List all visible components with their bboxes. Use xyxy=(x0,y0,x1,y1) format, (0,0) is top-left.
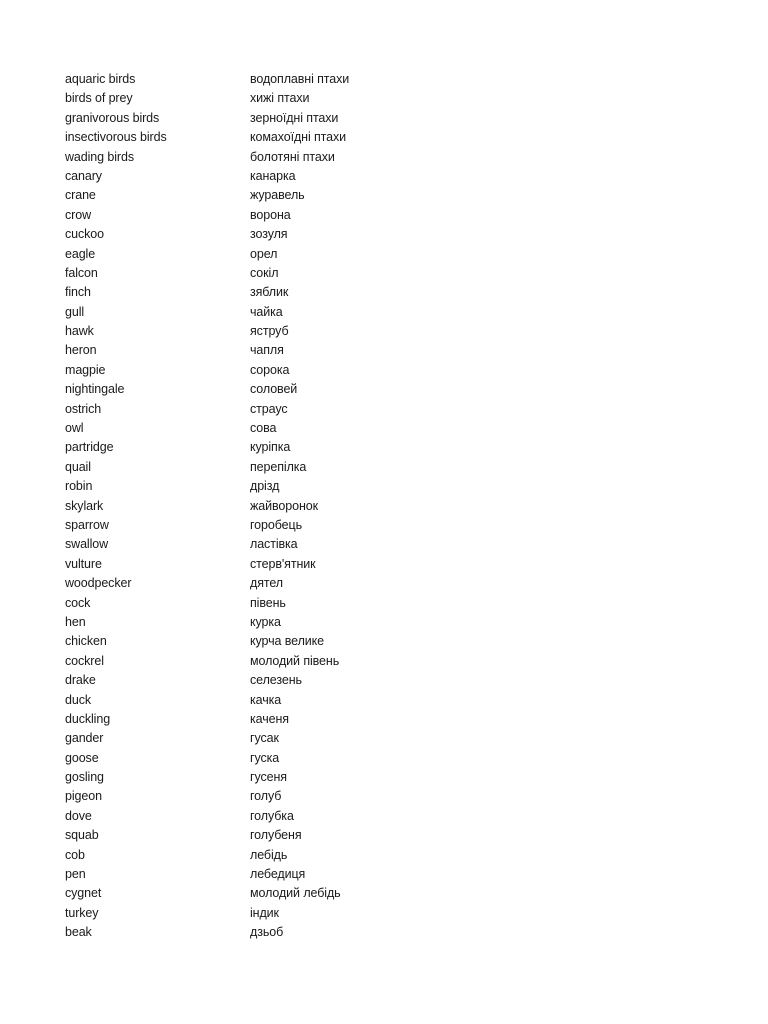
vocabulary-row xyxy=(65,128,685,147)
vocabulary-row xyxy=(65,846,685,865)
ukrainian-translation: ластівка xyxy=(250,537,298,552)
english-term: hawk xyxy=(65,324,94,339)
english-term: heron xyxy=(65,343,97,358)
english-term: partridge xyxy=(65,440,114,455)
ukrainian-translation: болотяні птахи xyxy=(250,149,335,164)
english-term: turkey xyxy=(65,905,99,920)
ukrainian-translation: дрізд xyxy=(250,479,280,494)
english-term: squab xyxy=(65,828,99,843)
ukrainian-translation: голубеня xyxy=(250,828,302,843)
vocabulary-row xyxy=(65,167,685,186)
vocabulary-row xyxy=(65,109,685,128)
english-term: crow xyxy=(65,207,91,222)
ukrainian-translation: каченя xyxy=(250,711,289,726)
english-term: pen xyxy=(65,867,86,882)
english-term: skylark xyxy=(65,498,104,513)
vocabulary-row xyxy=(65,361,685,380)
english-term: gosling xyxy=(65,770,104,785)
vocabulary-row xyxy=(65,768,685,787)
ukrainian-translation: ворона xyxy=(250,207,291,222)
vocabulary-row xyxy=(65,477,685,496)
vocabulary-row xyxy=(65,826,685,845)
ukrainian-translation: страус xyxy=(250,401,288,416)
english-term: dove xyxy=(65,808,92,823)
ukrainian-translation: молодий півень xyxy=(250,653,340,668)
ukrainian-translation: селезень xyxy=(250,673,302,688)
ukrainian-translation: молодий лебідь xyxy=(250,886,341,901)
english-term: magpie xyxy=(65,362,106,377)
vocabulary-row xyxy=(65,458,685,477)
english-term: quail xyxy=(65,459,91,474)
ukrainian-translation: гуска xyxy=(250,750,280,765)
vocabulary-row xyxy=(65,535,685,554)
english-term: owl xyxy=(65,421,84,436)
ukrainian-translation: зерноїдні птахи xyxy=(250,110,339,125)
vocabulary-row xyxy=(65,632,685,651)
english-term: crane xyxy=(65,188,96,203)
vocabulary-row xyxy=(65,206,685,225)
vocabulary-row xyxy=(65,341,685,360)
ukrainian-translation: зозуля xyxy=(250,227,288,242)
ukrainian-translation: хижі птахи xyxy=(250,91,310,106)
vocabulary-list xyxy=(65,70,685,943)
english-term: aquaric birds xyxy=(65,72,136,86)
vocabulary-row xyxy=(65,923,685,942)
ukrainian-translation: журавель xyxy=(250,188,305,203)
vocabulary-row xyxy=(65,400,685,419)
vocabulary-row xyxy=(65,671,685,690)
ukrainian-translation: курча велике xyxy=(250,634,325,649)
english-term: nightingale xyxy=(65,382,125,397)
ukrainian-translation: голуб xyxy=(250,789,282,804)
vocabulary-row xyxy=(65,438,685,457)
vocabulary-row xyxy=(65,594,685,613)
english-term: robin xyxy=(65,479,93,494)
ukrainian-translation: лебідь xyxy=(250,847,288,862)
english-term: woodpecker xyxy=(65,576,132,591)
english-term: duck xyxy=(65,692,92,707)
ukrainian-translation: лебедиця xyxy=(250,867,306,882)
ukrainian-translation: сокіл xyxy=(250,265,279,280)
english-term: cygnet xyxy=(65,886,102,901)
english-term: cuckoo xyxy=(65,227,105,242)
ukrainian-translation: стерв'ятник xyxy=(250,556,316,571)
ukrainian-translation: орел xyxy=(250,246,278,261)
ukrainian-translation: гусеня xyxy=(250,770,287,785)
english-term: birds of prey xyxy=(65,91,133,106)
vocabulary-row xyxy=(65,729,685,748)
vocabulary-row xyxy=(65,225,685,244)
vocabulary-row xyxy=(65,710,685,729)
vocabulary-row xyxy=(65,380,685,399)
english-term: hen xyxy=(65,614,86,629)
ukrainian-translation: перепілка xyxy=(250,459,307,474)
english-term: eagle xyxy=(65,246,96,261)
vocabulary-row xyxy=(65,186,685,205)
english-term: finch xyxy=(65,285,91,300)
ukrainian-translation: півень xyxy=(250,595,286,610)
ukrainian-translation: сорока xyxy=(250,362,290,377)
english-term: cock xyxy=(65,595,91,610)
ukrainian-translation: зяблик xyxy=(250,285,289,300)
ukrainian-translation: жайворонок xyxy=(250,498,318,513)
ukrainian-translation: комахоїдні птахи xyxy=(250,130,347,145)
vocabulary-row xyxy=(65,516,685,535)
vocabulary-row xyxy=(65,865,685,884)
vocabulary-row xyxy=(65,245,685,264)
vocabulary-row xyxy=(65,613,685,632)
english-term: chicken xyxy=(65,634,107,649)
english-term: granivorous birds xyxy=(65,110,160,125)
english-term: goose xyxy=(65,750,99,765)
vocabulary-row xyxy=(65,807,685,826)
english-term: ostrich xyxy=(65,401,102,416)
vocabulary-row xyxy=(65,555,685,574)
ukrainian-translation: курка xyxy=(250,614,281,629)
vocabulary-row xyxy=(65,497,685,516)
english-term: beak xyxy=(65,925,92,940)
vocabulary-row xyxy=(65,148,685,167)
english-term: cockrel xyxy=(65,653,104,668)
vocabulary-row xyxy=(65,884,685,903)
vocabulary-row xyxy=(65,283,685,302)
vocabulary-row xyxy=(65,264,685,283)
ukrainian-translation: дзьоб xyxy=(250,925,284,940)
english-term: wading birds xyxy=(65,149,134,164)
vocabulary-row xyxy=(65,70,685,89)
vocabulary-row xyxy=(65,787,685,806)
ukrainian-translation: індик xyxy=(250,905,279,920)
ukrainian-translation: яструб xyxy=(250,324,289,339)
english-term: gander xyxy=(65,731,104,746)
english-term: sparrow xyxy=(65,517,109,532)
ukrainian-translation: чайка xyxy=(250,304,283,319)
vocabulary-row xyxy=(65,419,685,438)
vocabulary-row xyxy=(65,303,685,322)
ukrainian-translation: сова xyxy=(250,421,277,436)
ukrainian-translation: качка xyxy=(250,692,282,707)
ukrainian-translation: водоплавні птахи xyxy=(250,72,350,86)
ukrainian-translation: куріпка xyxy=(250,440,291,455)
ukrainian-translation: дятел xyxy=(250,576,283,591)
english-term: gull xyxy=(65,304,85,319)
vocabulary-row xyxy=(65,89,685,108)
english-term: vulture xyxy=(65,556,102,571)
english-term: insectivorous birds xyxy=(65,130,167,145)
english-term: drake xyxy=(65,673,96,688)
english-term: cob xyxy=(65,847,85,862)
english-term: swallow xyxy=(65,537,109,552)
ukrainian-translation: соловей xyxy=(250,382,298,397)
ukrainian-translation: канарка xyxy=(250,168,296,183)
english-term: falcon xyxy=(65,265,98,280)
ukrainian-translation: гусак xyxy=(250,731,279,746)
vocabulary-row xyxy=(65,574,685,593)
english-term: pigeon xyxy=(65,789,102,804)
vocabulary-row xyxy=(65,322,685,341)
vocabulary-row xyxy=(65,749,685,768)
ukrainian-translation: чапля xyxy=(250,343,284,358)
english-term: canary xyxy=(65,168,102,183)
ukrainian-translation: горобець xyxy=(250,517,302,532)
vocabulary-row xyxy=(65,691,685,710)
english-term: duckling xyxy=(65,711,111,726)
vocabulary-row xyxy=(65,904,685,923)
ukrainian-translation: голубка xyxy=(250,808,294,823)
vocabulary-row xyxy=(65,652,685,671)
